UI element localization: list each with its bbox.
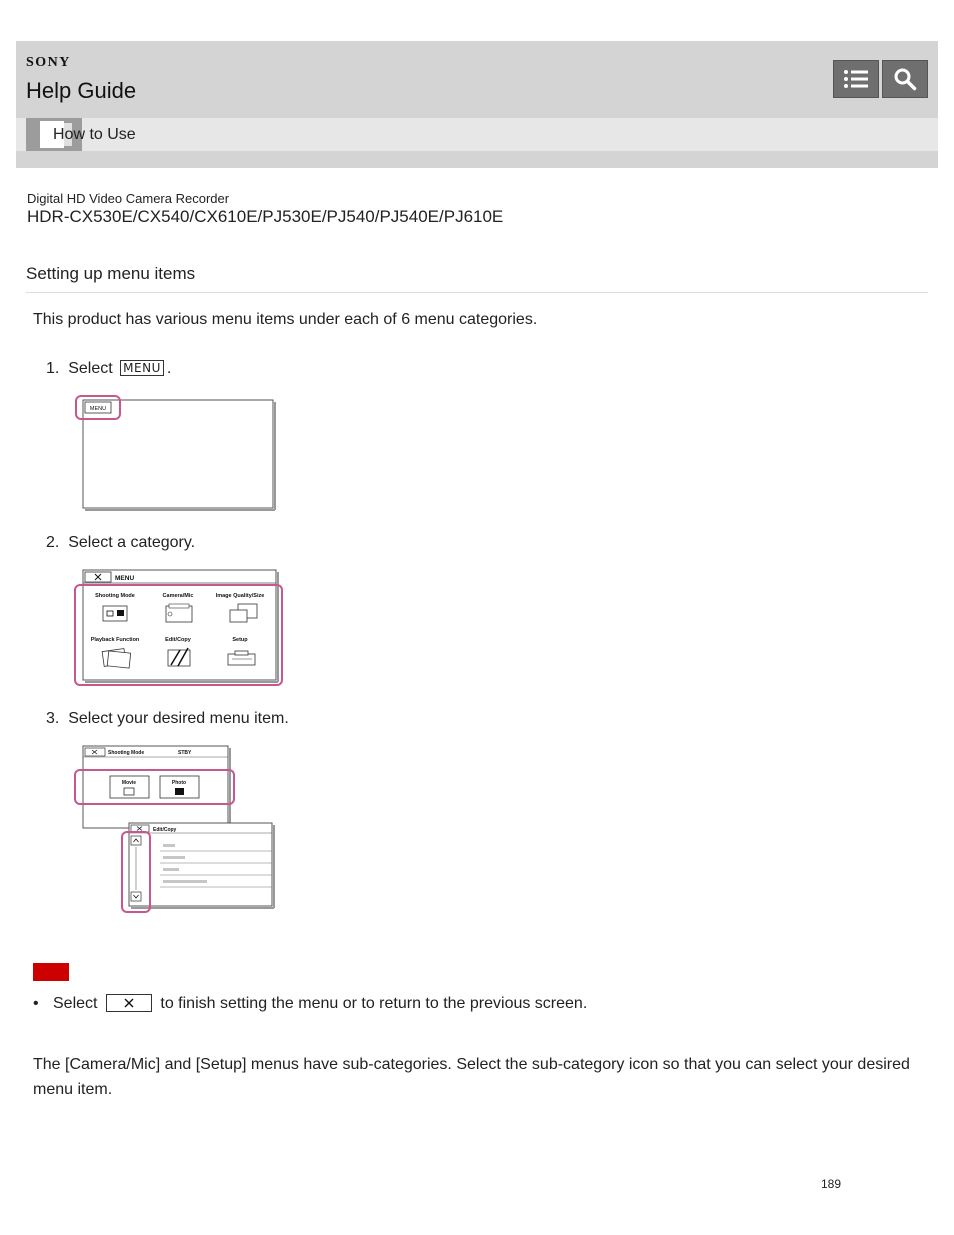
menu-key-icon: MENU — [120, 360, 164, 376]
note-text-end: to finish setting the menu or to return to the previous screen. — [160, 995, 588, 1012]
step-1: 1. Select MENU . — [46, 360, 172, 377]
camera-mic-icon — [166, 604, 192, 622]
search-icon — [893, 67, 917, 91]
page-title: Setting up menu items — [26, 264, 196, 283]
step-number: 2. — [46, 534, 60, 551]
cat-image-quality: Image Quality/Size — [215, 593, 265, 599]
cat-shooting-mode: Shooting Mode — [95, 593, 135, 599]
title-divider — [26, 292, 928, 293]
subcategory-paragraph: The [Camera/Mic] and [Setup] menus have sub-categories. Select the sub-category icon so that you can select your desired menu item. — [33, 1056, 910, 1098]
note-text-start: Select — [53, 995, 98, 1012]
intro-text: This product has various menu items under each of 6 menu categories. — [33, 311, 538, 328]
menu-screen-illustration — [72, 393, 278, 513]
guide-title[interactable]: Help Guide — [26, 78, 137, 103]
list-icon — [843, 68, 869, 90]
step-number: 3. — [46, 710, 60, 727]
cat-playback: Playback Function — [90, 637, 140, 643]
step-text: Select — [68, 360, 113, 377]
illus-photo-button: Photo — [171, 780, 187, 786]
menu-item-screen-illustration — [72, 742, 278, 918]
step-2 — [46, 534, 195, 552]
close-key-icon — [106, 994, 152, 1012]
step-text: Select your desired menu item. — [68, 710, 289, 727]
category-screen-illustration — [72, 566, 286, 688]
site-header — [16, 41, 938, 168]
cat-camera-mic: Camera/Mic — [162, 593, 194, 599]
note-badge — [33, 963, 69, 981]
illus-stby-label: STBY — [178, 750, 192, 756]
category-label[interactable]: How to Use — [53, 126, 136, 143]
toc-button[interactable] — [833, 60, 879, 98]
step-number: 1. — [46, 360, 60, 377]
illus-shooting-mode-header: Shooting Mode — [108, 750, 145, 756]
illus-menu-header: MENU — [115, 575, 135, 582]
product-name: Digital HD Video Camera Recorder — [27, 191, 230, 206]
brand-logo: SONY — [26, 55, 71, 70]
edit-copy-icon — [168, 648, 190, 666]
illus-edit-copy-header: Edit/Copy — [153, 827, 177, 833]
step-3 — [46, 710, 289, 728]
cat-edit-copy: Edit/Copy — [165, 637, 191, 643]
cat-setup: Setup — [232, 637, 248, 643]
product-models: HDR-CX530E/CX540/CX610E/PJ530E/PJ540/PJ540E/PJ610E — [27, 207, 504, 226]
step-text: Select a category. — [68, 534, 196, 551]
note-item — [33, 994, 587, 1013]
shooting-mode-icon — [103, 606, 127, 621]
search-button[interactable] — [882, 60, 928, 98]
category-bar — [16, 118, 938, 151]
bullet-dot: • — [33, 995, 39, 1012]
illus-menu-label: MENU — [89, 406, 107, 412]
page-number: 189 — [821, 1177, 842, 1191]
illus-movie-button: Movie — [121, 780, 137, 786]
